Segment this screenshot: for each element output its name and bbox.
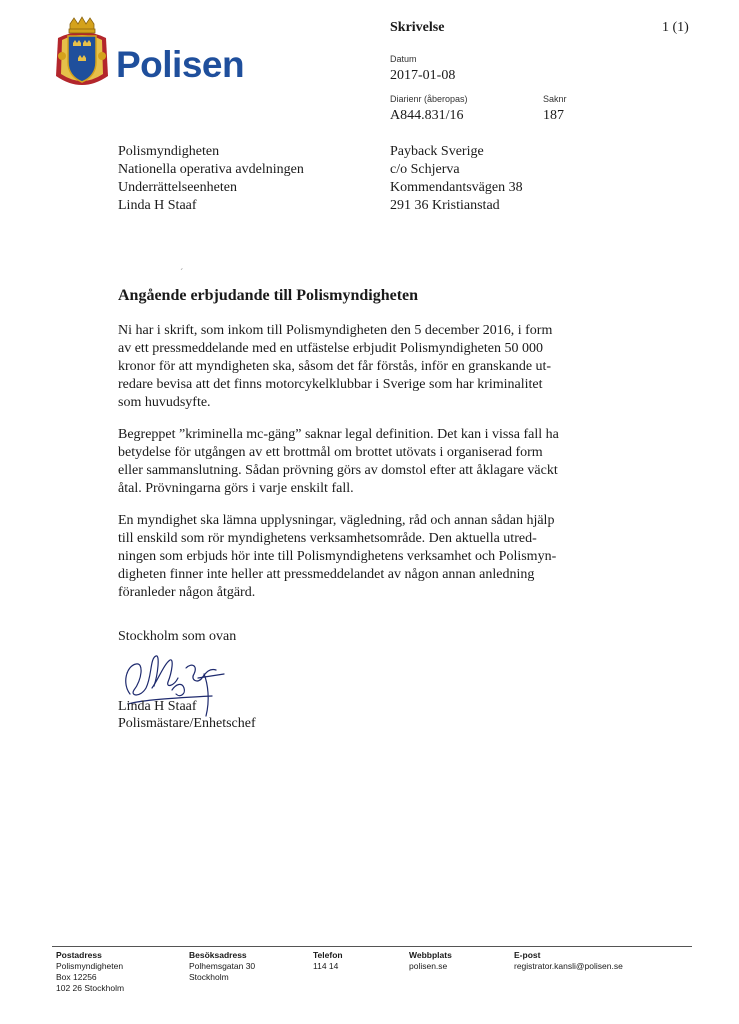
diary-number-label: Diarienr (åberopas)	[390, 94, 468, 104]
sender-address	[118, 143, 304, 215]
recipient-line: c/o Schjerva	[390, 162, 460, 177]
sender-line: Nationella operativa avdelningen	[118, 162, 304, 177]
signer-title: Polismästare/Enhetschef	[118, 716, 256, 731]
recipient-line: Payback Sverige	[390, 144, 484, 159]
paragraph-line: En myndighet ska lämna upplysningar, vägledning, råd och annan sådan hjälp	[118, 513, 555, 528]
body-paragraph-1	[118, 322, 598, 412]
footer-email	[514, 950, 623, 972]
closing-line: Stockholm som ovan	[118, 629, 237, 644]
date-value: 2017-01-08	[390, 68, 456, 83]
footer-line: registrator.kansli@polisen.se	[514, 961, 623, 971]
sender-line: Underrättelseenheten	[118, 180, 237, 195]
footer-website	[409, 950, 452, 972]
document-type: Skrivelse	[390, 20, 445, 35]
footer-line: 114 14	[313, 961, 339, 971]
footer-postal-address	[56, 950, 124, 994]
letter-heading: Angående erbjudande till Polismyndigheten	[118, 287, 419, 304]
case-number-label: Saknr	[543, 94, 567, 104]
footer-line: 102 26 Stockholm	[56, 983, 125, 993]
footer-heading: Telefon	[313, 950, 343, 960]
footer-divider	[52, 946, 692, 947]
police-crest-icon	[52, 16, 112, 96]
paragraph-line: till enskild som rör myndighetens verksamhetsområde. Den aktuella utred-	[118, 531, 537, 546]
signer-name: Linda H Staaf	[118, 699, 197, 714]
paragraph-line: ningen som erbjuds hör inte till Polismyndighetens verksamhet och Polismyn-	[118, 549, 557, 564]
paragraph-line: Begreppet ”kriminella mc-gäng” saknar legal definition. Det kan i vissa fall ha	[118, 427, 559, 442]
paragraph-line: redare bevisa att det finns motorcykelklubbar i Sverige som har kriminalitet	[118, 377, 543, 392]
paragraph-line: åtal. Prövningarna görs i varje enskilt fall.	[118, 481, 354, 496]
body-paragraph-3	[118, 512, 598, 602]
body-paragraph-2	[118, 426, 598, 498]
paragraph-line: av ett pressmeddelande med en utfästelse erbjudit Polismyndigheten 50 000	[118, 341, 543, 356]
diary-number-value: A844.831/16	[390, 108, 464, 123]
footer-line: polisen.se	[409, 961, 448, 971]
paragraph-line: digheten finner inte heller att pressmeddelandet av någon annan anledning	[118, 567, 535, 582]
footer-visiting-address	[189, 950, 255, 983]
paragraph-line: Ni har i skrift, som inkom till Polismyndigheten den 5 december 2016, i form	[118, 323, 553, 338]
page-number: 1 (1)	[662, 20, 689, 35]
paragraph-line: eller sammanslutning. Sådan prövning görs av domstol efter att åklagare väckt	[118, 463, 558, 478]
date-label: Datum	[390, 54, 417, 64]
footer-phone	[313, 950, 343, 972]
paragraph-line: föranleder någon åtgärd.	[118, 585, 256, 600]
recipient-line: Kommendantsvägen 38	[390, 180, 523, 195]
footer-heading: Postadress	[56, 950, 102, 960]
case-number-value: 187	[543, 108, 564, 123]
sender-line: Linda H Staaf	[118, 198, 197, 213]
paragraph-line: som huvudsyfte.	[118, 395, 211, 410]
footer-heading: Webbplats	[409, 950, 452, 960]
footer-heading: E-post	[514, 950, 541, 960]
footer-heading: Besöksadress	[189, 950, 247, 960]
footer-line: Stockholm	[189, 972, 229, 982]
footer-line: Box 12256	[56, 972, 97, 982]
sender-line: Polismyndigheten	[118, 144, 220, 159]
recipient-line: 291 36 Kristianstad	[390, 198, 500, 213]
footer-line: Polismyndigheten	[56, 961, 124, 971]
recipient-address	[390, 143, 523, 215]
paragraph-line: betydelse för utgången av ett brottmål om brottet utövats i organiserad form	[118, 445, 543, 460]
paragraph-line: kronor för att myndigheten ska, såsom det får förstås, inför en granskande ut-	[118, 359, 552, 374]
logo-text: Polisen	[116, 44, 245, 85]
footer-line: Polhemsgatan 30	[189, 961, 256, 971]
stray-mark: ˊ	[180, 268, 184, 279]
